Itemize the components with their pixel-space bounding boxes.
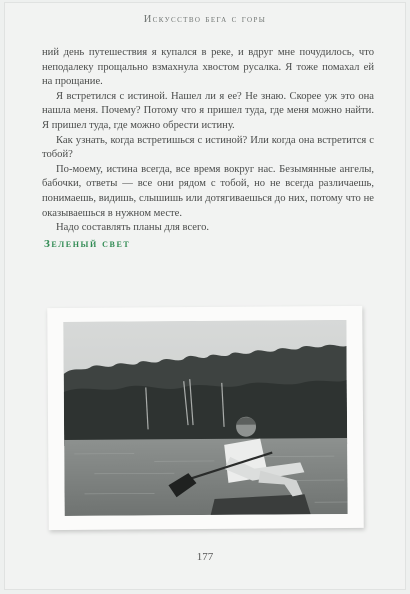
book-page xyxy=(4,2,406,590)
paragraph: По-моему, истина всегда, все время вокруг нас. Безымянные ангелы, бабочки, ответы — все они рядом с тобой, но не всегда различаешь, понимаешь, видишь, слышишь или дотягиваешься до них, потому что не оказываешься в нужном месте. xyxy=(42,163,374,219)
section-heading: Зеленый свет xyxy=(44,238,131,250)
paragraph-continued: ний день путешествия я купался в реке, и вдруг мне почудилось, что неподалеку прощально взмахнула хвостом русалка. Я тоже помахал ей на прощание. xyxy=(42,47,374,88)
paragraph: Я встретился с истиной. Нашел ли я ее? Не знаю. Скорее уж это она нашла меня. Почему? Потому что я пришел туда, где меня можно найти. Я пришел туда, где можно обрести истину. xyxy=(42,90,374,131)
photo-canoe-river xyxy=(63,320,347,516)
photo-frame xyxy=(47,306,364,530)
running-title: Искусство бега с горы xyxy=(143,14,267,25)
paragraph: Как узнать, когда встретишься с истиной? Или когда она встретится с тобой? xyxy=(42,134,374,161)
paragraph: Надо составлять планы для всего. xyxy=(56,222,210,234)
body-text xyxy=(42,46,374,236)
page-number: 177 xyxy=(196,551,214,563)
photo-illustration xyxy=(63,320,347,516)
